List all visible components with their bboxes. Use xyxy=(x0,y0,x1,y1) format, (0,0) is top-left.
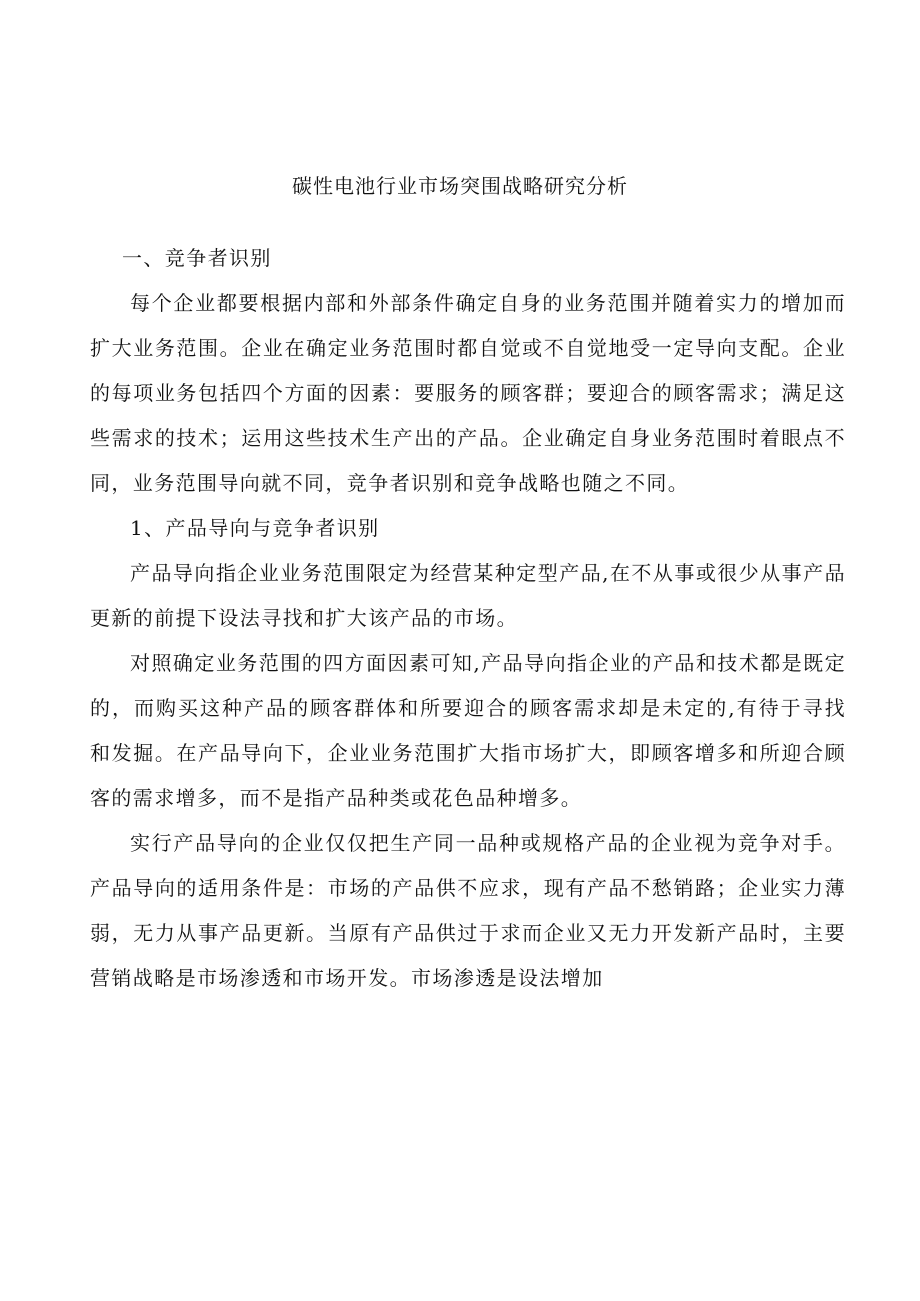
body-paragraph: 每个企业都要根据内部和外部条件确定自身的业务范围并随着实力的增加而扩大业务范围。企业在确定业务范围时都自觉或不自觉地受一定导向支配。企业的每项业务包括四个方面的因素：要服务的顾客群；要迎合的顾客需求；满足这些需求的技术；运用这些技术生产出的产品。企业确定自身业务范围时着眼点不同，业务范围导向就不同，竞争者识别和竞争战略也随之不同。 xyxy=(90,291,846,495)
body-paragraph: 产品导向指企业业务范围限定为经营某种定型产品,在不从事或很少从事产品更新的前提下设法寻找和扩大该产品的市场。 xyxy=(90,561,846,630)
document-title: 碳性电池行业市场突围战略研究分析 xyxy=(292,174,628,198)
section-heading: 一、竞争者识别 xyxy=(122,246,272,270)
document-body xyxy=(90,236,846,1001)
body-paragraph: 实行产品导向的企业仅仅把生产同一品种或规格产品的企业视为竞争对手。产品导向的适用条件是：市场的产品供不应求，现有产品不愁销路；企业实力薄弱，无力从事产品更新。当原有产品供过于求而企业又无力开发新产品时，主要营销战略是市场渗透和市场开发。市场渗透是设法增加 xyxy=(90,831,846,990)
body-paragraph: 对照确定业务范围的四方面因素可知,产品导向指企业的产品和技术都是既定的，而购买这种产品的顾客群体和所要迎合的顾客需求却是未定的,有待于寻找和发掘。在产品导向下，企业业务范围扩大指市场扩大，即顾客增多和所迎合顾客的需求增多，而不是指产品种类或花色品种增多。 xyxy=(90,651,846,810)
subsection-heading: 1、产品导向与竞争者识别 xyxy=(130,516,380,540)
